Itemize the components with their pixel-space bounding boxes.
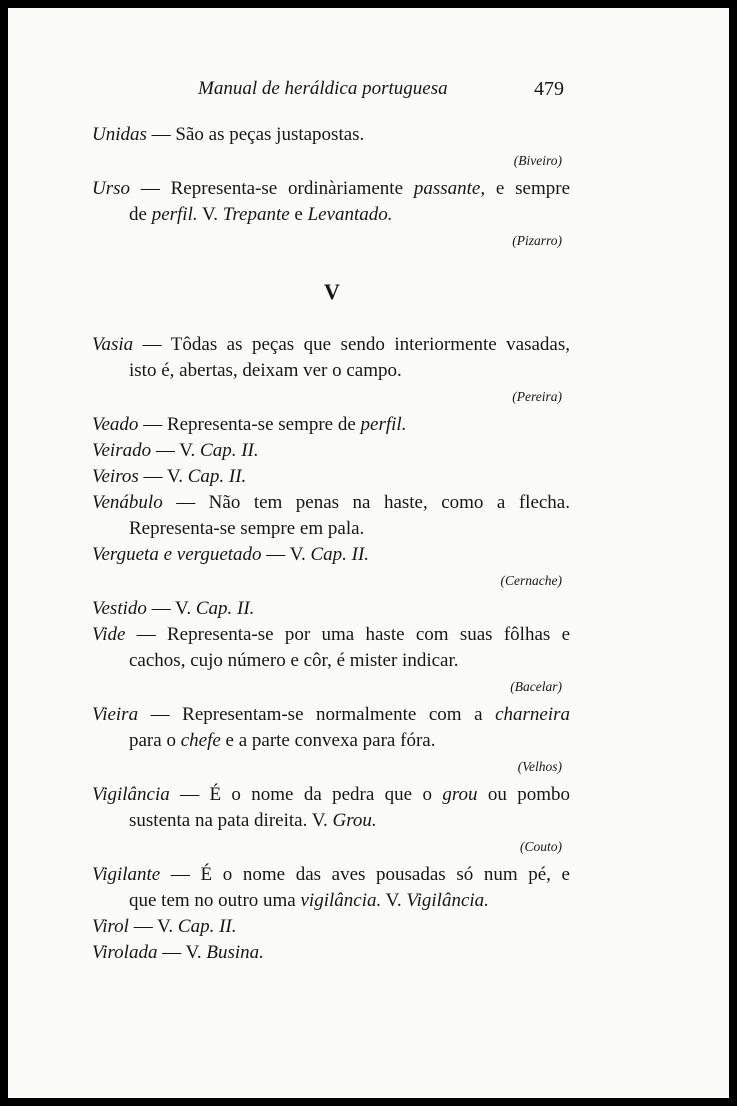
dictionary-entry — [92, 596, 570, 622]
entry-text: Busina. — [206, 942, 264, 963]
entry-text: — Tôdas as peças que sendo interiormente vasadas, — [133, 334, 570, 355]
entry-source: (Pereira) — [512, 389, 562, 404]
entry-text: — V. — [138, 466, 188, 487]
entry-continuation-line — [92, 808, 570, 834]
dictionary-entry — [92, 332, 570, 406]
section-heading: V — [324, 279, 340, 304]
page-number: 479 — [534, 78, 564, 100]
entry-text: que tem no outro uma — [129, 890, 301, 911]
entry-term: Virol — [92, 916, 129, 937]
entry-text: isto é, abertas, deixam ver o campo. — [129, 360, 402, 381]
entry-continuation-line — [92, 728, 570, 754]
entry-text: — V. — [128, 916, 178, 937]
entry-text: cachos, cujo número e côr, é mister indicar. — [129, 650, 459, 671]
entry-text: Trepante — [222, 204, 290, 225]
entry-text: para o — [129, 730, 181, 751]
entry-term: Vieira — [92, 704, 139, 725]
entry-first-line — [92, 438, 570, 464]
entry-continuation-line — [92, 516, 570, 542]
entry-first-line — [92, 596, 570, 622]
entry-continuation-line — [92, 202, 570, 228]
dictionary-entry — [92, 412, 570, 438]
dictionary-entry — [92, 490, 570, 542]
entry-term: Veirado — [92, 440, 152, 461]
entry-first-line — [92, 412, 570, 438]
entry-text: Cap. II. — [187, 466, 247, 487]
entry-text: Cap. II. — [177, 916, 237, 937]
entry-text: — Representam-se normalmente com a — [138, 704, 496, 725]
entry-text: V. — [381, 890, 407, 911]
entry-text: Grou. — [332, 810, 377, 831]
entry-first-line — [92, 622, 570, 648]
entry-text: Cap. II. — [195, 598, 255, 619]
dictionary-entry — [92, 542, 570, 590]
dictionary-entry — [92, 782, 570, 856]
entry-text: V. — [197, 204, 223, 225]
entry-first-line — [92, 914, 570, 940]
entries-v — [92, 332, 570, 966]
entry-text: perfil. — [151, 204, 198, 225]
entry-text: Cap. II. — [200, 440, 259, 461]
entry-source: (Pizarro) — [512, 233, 562, 248]
entry-text: e a parte convexa para fóra. — [220, 730, 436, 751]
entry-term: Vide — [92, 624, 126, 645]
entry-term: Vestido — [92, 598, 147, 619]
dictionary-entry — [92, 438, 570, 464]
entry-term: Unidas — [92, 124, 147, 145]
entry-first-line — [92, 702, 570, 728]
entry-text: passante, — [413, 178, 486, 199]
entry-source: (Velhos) — [517, 759, 562, 774]
entry-first-line — [92, 464, 570, 490]
entry-first-line — [92, 490, 570, 516]
entry-source: (Bacelar) — [510, 679, 562, 694]
entry-text: — Representa-se sempre de — [138, 414, 361, 435]
dictionary-entry — [92, 122, 570, 170]
running-title: Manual de heráldica portuguesa — [198, 78, 448, 99]
entry-first-line — [92, 782, 570, 808]
dictionary-entry — [92, 940, 570, 966]
dictionary-entry — [92, 464, 570, 490]
entry-text: Levantado. — [307, 204, 393, 225]
page-header — [8, 78, 729, 108]
entry-first-line — [92, 176, 570, 202]
entry-term: Vasia — [92, 334, 134, 355]
entry-text: sustenta na pata direita. V. — [129, 810, 333, 831]
entry-term: Vigilante — [92, 864, 161, 885]
entry-text: charneira — [495, 704, 570, 725]
entry-text: chefe — [180, 730, 221, 751]
entry-text: Cap. II. — [310, 544, 370, 565]
entry-first-line — [92, 542, 570, 568]
dictionary-entry — [92, 622, 570, 696]
entry-term: Urso — [92, 178, 131, 199]
entry-term: Veiros — [92, 466, 139, 487]
entry-term: Vigilância — [92, 784, 170, 805]
entry-text: grou — [442, 784, 478, 805]
entry-source: (Biveiro) — [513, 153, 562, 168]
entry-first-line — [92, 332, 570, 358]
entry-text: de — [129, 204, 152, 225]
entry-term: Virolada — [92, 942, 158, 963]
entry-term: Veado — [92, 414, 139, 435]
entry-first-line — [92, 940, 570, 966]
entry-text: — São as peças justapostas. — [146, 124, 365, 145]
entry-text: — V. — [261, 544, 311, 565]
entry-text: — Não tem penas na haste, como a flecha. — [162, 492, 570, 513]
entry-text: — Representa-se ordinàriamente — [130, 178, 414, 199]
entry-text: e — [289, 204, 308, 225]
entry-text: — V. — [146, 598, 196, 619]
entry-text: — V. — [157, 942, 207, 963]
entry-text: ou pombo — [477, 784, 570, 805]
entry-continuation-line — [92, 648, 570, 674]
book-page — [8, 8, 729, 1098]
entry-source: (Couto) — [520, 839, 562, 854]
entry-term: Venábulo — [92, 492, 163, 513]
entry-text: vigilância. — [300, 890, 382, 911]
entry-continuation-line — [92, 358, 570, 384]
entry-text: — V. — [151, 440, 201, 461]
page-body — [92, 122, 570, 966]
entry-text: perfil. — [360, 414, 407, 435]
dictionary-entry — [92, 914, 570, 940]
entry-term: Vergueta e verguetado — [92, 544, 262, 565]
entry-text: — É o nome das aves pousadas só num pé, e — [160, 864, 570, 885]
entry-text: — É o nome da pedra que o — [169, 784, 443, 805]
entries-u — [92, 122, 570, 250]
entry-first-line — [92, 862, 570, 888]
entry-text: — Representa-se por uma haste com suas fôlhas e — [125, 624, 570, 645]
entry-source: (Cernache) — [500, 573, 562, 588]
entry-text: e sempre — [485, 178, 570, 199]
entry-text: Vigilância. — [406, 890, 489, 911]
entry-text: Representa-se sempre em pala. — [129, 518, 365, 539]
dictionary-entry — [92, 862, 570, 914]
entry-continuation-line — [92, 888, 570, 914]
dictionary-entry — [92, 176, 570, 250]
entry-first-line — [92, 122, 570, 148]
dictionary-entry — [92, 702, 570, 776]
